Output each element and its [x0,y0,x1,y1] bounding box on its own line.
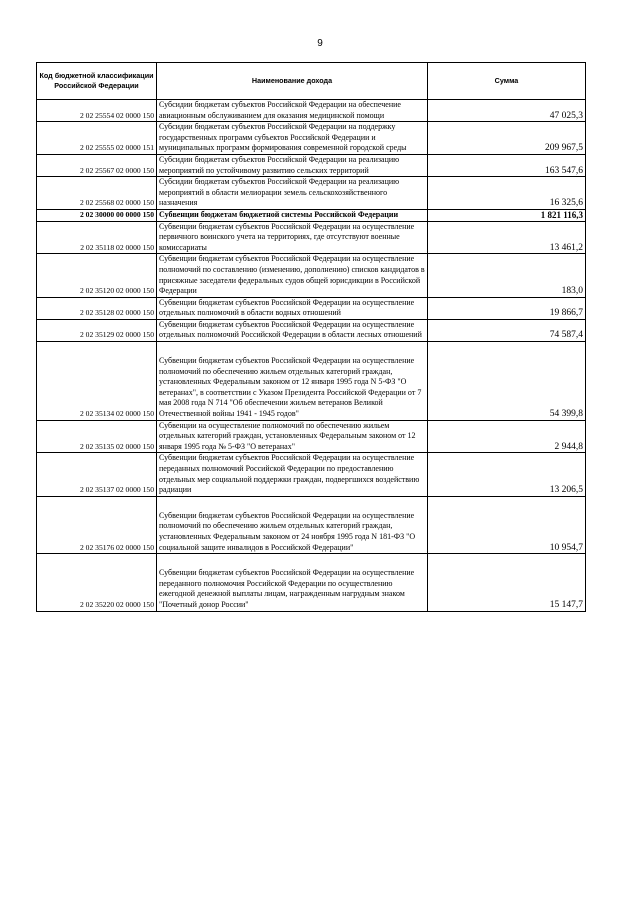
table-row [37,154,586,176]
table-header-row [37,63,586,100]
income-name: Субвенции на осуществление полномочий по обеспечению жильем отдельных категорий граждан, установленных Федеральным законом от 12 января 1995 года № 5-ФЗ "О ветеранах" [157,420,428,453]
table-row [37,319,586,341]
income-name: Субвенции бюджетам субъектов Российской Федерации на осуществление полномочий по обеспечению жильем отдельных категорий граждан, установленных Федеральным законом от 24 ноября 1995 года N 181-ФЗ "О социальной защите инвалидов в Российской Федерации" [157,496,428,553]
income-sum: 13 206,5 [428,453,586,496]
classification-code: 2 02 25568 02 0000 150 [37,177,157,210]
table-row [37,554,586,611]
table-row [37,221,586,254]
table-row [37,297,586,319]
income-name: Субвенции бюджетам субъектов Российской Федерации на осуществление переданных полномочий Российской Федерации по предоставлению отдельных мер социальной поддержки граждан, подвергшихся воздействию радиации [157,453,428,496]
classification-code: 2 02 30000 00 0000 150 [37,209,157,221]
table-row [37,420,586,453]
budget-income-table [36,62,586,612]
income-sum: 13 461,2 [428,221,586,254]
income-name: Субвенции бюджетам бюджетной системы Российской Федерации [157,209,428,221]
classification-code: 2 02 35137 02 0000 150 [37,453,157,496]
income-name: Субсидии бюджетам субъектов Российской Федерации на обеспечение авиационным обслуживанием для оказания медицинской помощи [157,100,428,122]
income-sum: 47 025,3 [428,100,586,122]
income-sum: 15 147,7 [428,554,586,611]
income-name: Субвенции бюджетам субъектов Российской Федерации на осуществление переданного полномочия Российской Федерации по осуществлению ежегодной денежной выплаты лицам, награжденным нагрудным знаком "Почетный донор России" [157,554,428,611]
income-sum: 54 399,8 [428,342,586,421]
income-name: Субвенции бюджетам субъектов Российской Федерации на осуществление отдельных полномочий в области водных отношений [157,297,428,319]
income-name: Субсидии бюджетам субъектов Российской Федерации на реализацию мероприятий в области мелиорации земель сельскохозяйственного назначения [157,177,428,210]
classification-code: 2 02 35128 02 0000 150 [37,297,157,319]
table-row [37,453,586,496]
income-name: Субсидии бюджетам субъектов Российской Федерации на поддержку государственных программ субъектов Российской Федерации и муниципальных программ формирования современной городской среды [157,122,428,155]
classification-code: 2 02 25567 02 0000 150 [37,154,157,176]
income-sum: 74 587,4 [428,319,586,341]
page-number: 9 [317,38,323,49]
classification-code: 2 02 25555 02 0000 151 [37,122,157,155]
income-name: Субвенции бюджетам субъектов Российской Федерации на осуществление полномочий по обеспечению жильем отдельных категорий граждан, установленных Федеральным законом от 12 января 1995 года N 5-ФЗ "О ветеранах", в соответствии с Указом Президента Российской Федерации от 7 мая 2008 года N 714 "Об обеспечении жильем ветеранов Великой Отечественной войны 1941 - 1945 годов" [157,342,428,421]
income-sum: 10 954,7 [428,496,586,553]
income-sum: 163 547,6 [428,154,586,176]
income-sum: 183,0 [428,254,586,297]
income-sum: 19 866,7 [428,297,586,319]
table-row [37,177,586,210]
income-sum: 16 325,6 [428,177,586,210]
table-row [37,496,586,553]
income-name: Субвенции бюджетам субъектов Российской Федерации на осуществление полномочий по составлению (изменению, дополнению) списков кандидатов в присяжные заседатели федеральных судов общей юрисдикции в Российской Федерации [157,254,428,297]
classification-code: 2 02 35176 02 0000 150 [37,496,157,553]
income-name: Субсидии бюджетам субъектов Российской Федерации на реализацию мероприятий по устойчивому развитию сельских территорий [157,154,428,176]
income-name: Субвенции бюджетам субъектов Российской Федерации на осуществление первичного воинского учета на территориях, где отсутствуют военные комиссариаты [157,221,428,254]
classification-code: 2 02 35129 02 0000 150 [37,319,157,341]
table-row [37,254,586,297]
income-name: Субвенции бюджетам субъектов Российской Федерации на осуществление отдельных полномочий Российской Федерации в области лесных отношений [157,319,428,341]
classification-code: 2 02 35134 02 0000 150 [37,342,157,421]
income-sum: 2 944,8 [428,420,586,453]
table-row-total [37,209,586,221]
header-sum: Сумма [428,63,586,100]
classification-code: 2 02 35220 02 0000 150 [37,554,157,611]
classification-code: 2 02 35135 02 0000 150 [37,420,157,453]
table-row [37,122,586,155]
income-sum: 1 821 116,3 [428,209,586,221]
classification-code: 2 02 25554 02 0000 150 [37,100,157,122]
classification-code: 2 02 35118 02 0000 150 [37,221,157,254]
table-row [37,342,586,421]
header-name: Наименование дохода [157,63,428,100]
header-code: Код бюджетной классификации Российской Федерации [37,63,157,100]
income-sum: 209 967,5 [428,122,586,155]
table-row [37,100,586,122]
classification-code: 2 02 35120 02 0000 150 [37,254,157,297]
